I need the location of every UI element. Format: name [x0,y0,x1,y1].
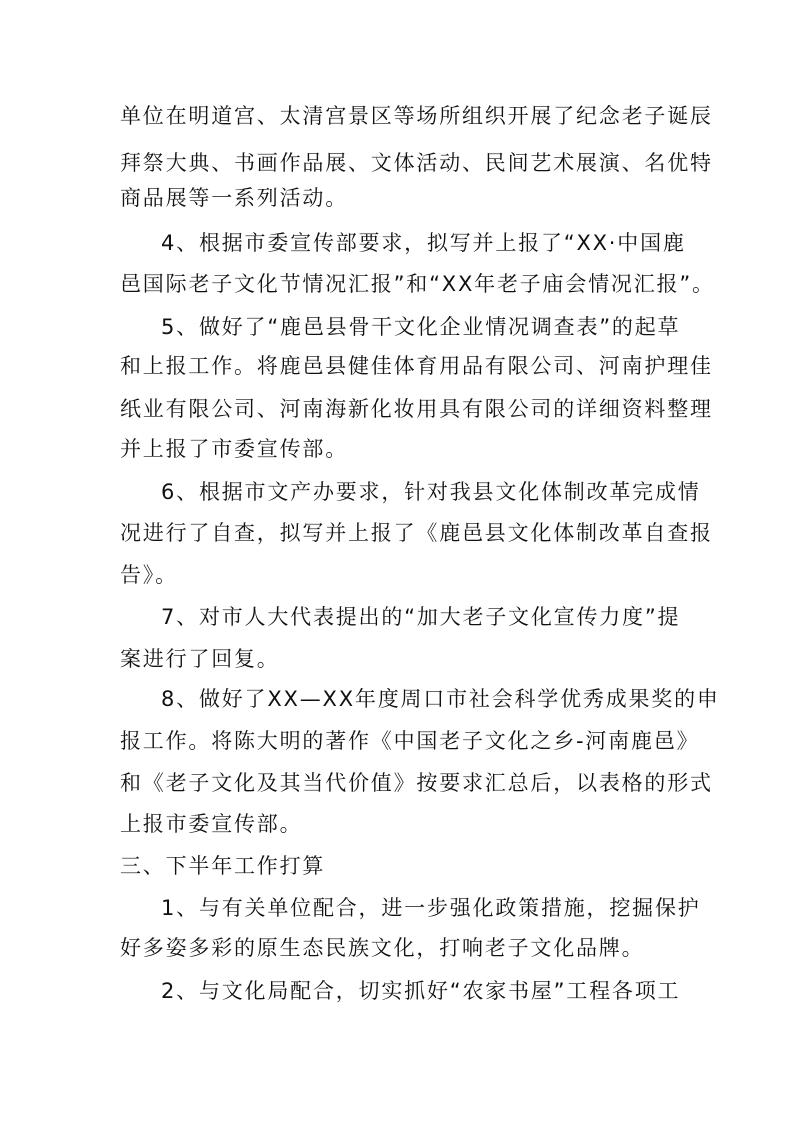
text-line: 和上报工作。将鹿邑县健佳体育用品有限公司、河南护理佳 [120,354,713,378]
plan-2-start: 2、与文化局配合，切实抓好“农家书屋”工程各项工 [161,979,681,1003]
text-line: 和《老子文化及其当代价值》按要求汇总后，以表格的形式 [120,771,713,795]
text-line: 商品展等一系列活动。 [120,186,348,210]
plan-1-start: 1、与有关单位配合，进一步强化政策措施，挖掘保护 [161,896,701,920]
paragraph-5-start: 5、做好了“鹿邑县骨干文化企业情况调查表”的起草 [161,315,681,339]
text-line: 好多姿多彩的原生态民族文化，打响老子文化品牌。 [120,936,645,960]
text-line: 况进行了自查，拟写并上报了《鹿邑县文化体制改革自查报 [120,521,713,545]
paragraph-6-start: 6、根据市文产办要求，针对我县文化体制改革完成情 [161,480,701,504]
text-line: 上报市委宣传部。 [120,812,303,836]
text-line: 告》。 [120,563,178,587]
text-line: 拜祭大典、书画作品展、文体活动、民间艺术展演、名优特 [120,151,713,175]
paragraph-7-start: 7、对市人大代表提出的“加大老子文化宣传力度”提 [161,605,681,629]
text-line: 纸业有限公司、河南海新化妆用具有限公司的详细资料整理 [120,397,713,421]
text-line: 单位在明道宫、太清宫景区等场所组织开展了纪念老子诞辰 [120,104,713,128]
text-line: 报工作。将陈大明的著作《中国老子文化之乡-河南鹿邑》 [120,729,700,753]
paragraph-4-start: 4、根据市委宣传部要求，拟写并上报了“XX·中国鹿 [161,231,686,255]
text-line: 并上报了市委宣传部。 [120,437,348,461]
section-heading: 三、下半年工作打算 [120,854,326,878]
paragraph-8-start: 8、做好了XX—XX年度周口市社会科学优秀成果奖的申 [161,687,720,711]
text-line: 邑国际老子文化节情况汇报”和“XX年老子庙会情况汇报”。 [120,272,715,296]
text-line: 案进行了回复。 [120,647,280,671]
